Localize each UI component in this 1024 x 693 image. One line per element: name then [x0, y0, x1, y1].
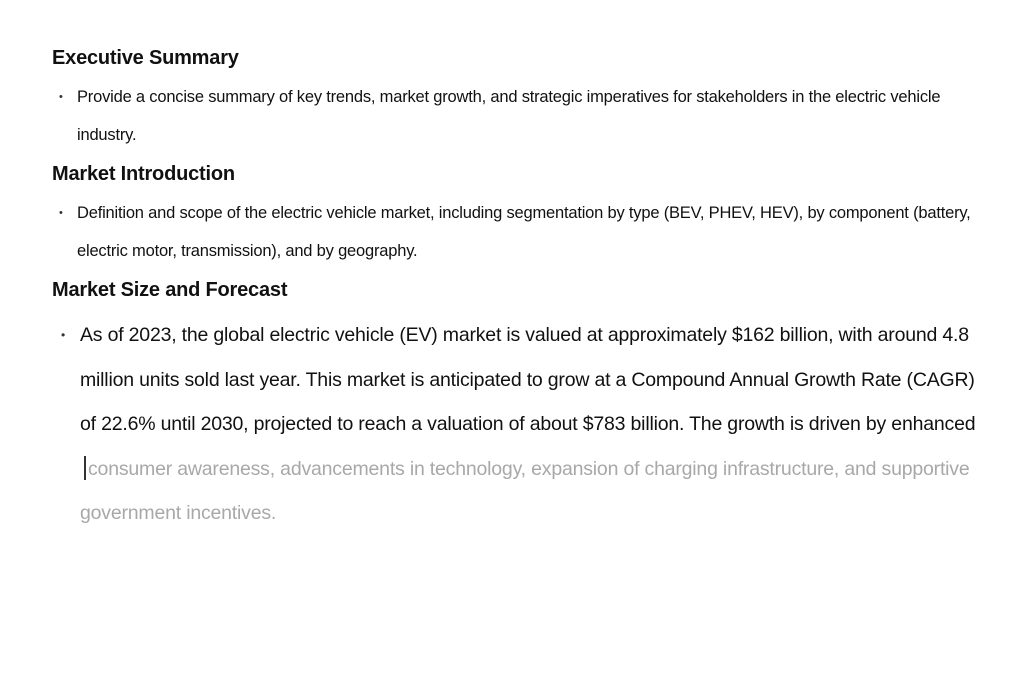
section-heading-market-size-forecast: Market Size and Forecast — [52, 279, 288, 301]
bullet-list — [52, 313, 982, 536]
section-heading-executive-summary: Executive Summary — [52, 47, 239, 69]
bullet-list — [52, 194, 982, 270]
document-editor[interactable] — [52, 38, 982, 536]
bullet-market-size-forecast[interactable] — [52, 313, 982, 536]
typed-text: As of 2023, the global electric vehicle (EV) market is valued at approximately $162 billion, with around 4.8 million units sold last year. This market is anticipated to grow at a Compound Annual Growth Rate (CAGR) of 22.6% until 2030, projected to reach a valuation of about $783 billion. The growth is driven by enhanced — [80, 324, 976, 435]
bullet-executive-summary[interactable]: • Provide a concise summary of key trends, market growth, and strategic imperatives for stakeholders in the electric vehicle industry. — [52, 78, 982, 154]
text-cursor — [84, 456, 86, 480]
bullet-list — [52, 78, 982, 154]
section-heading-market-introduction: Market Introduction — [52, 163, 235, 185]
bullet-market-introduction[interactable]: • Definition and scope of the electric vehicle market, including segmentation by type (BEV, PHEV, HEV), by component (battery, electric motor, transmission), and by geography. — [52, 194, 982, 270]
autocomplete-suggestion[interactable]: consumer awareness, advancements in technology, expansion of charging infrastructure, and supportive government incentives. — [80, 457, 970, 524]
